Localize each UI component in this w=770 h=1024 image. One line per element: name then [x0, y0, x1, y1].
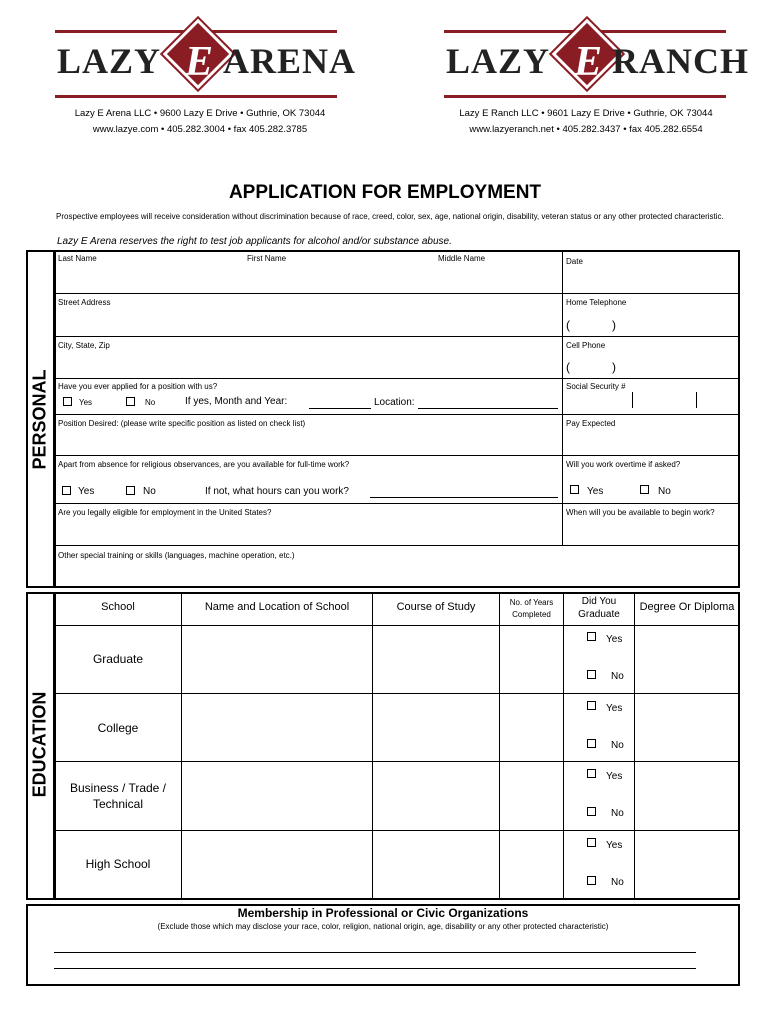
college-no-label: No — [611, 740, 624, 751]
arena-address — [40, 106, 360, 138]
school-graduate: Graduate — [92, 652, 144, 666]
cell-phone-paren-open: ( — [566, 360, 570, 374]
logo-word-lazy: LAZY — [57, 41, 162, 81]
header-course-of-study: Course of Study — [396, 601, 476, 613]
education-table — [54, 592, 740, 900]
fulltime-yes-checkbox[interactable] — [62, 486, 71, 495]
special-training-label: Other special training or skills (languages, machine operation, etc.) — [58, 551, 295, 560]
business-no-checkbox[interactable] — [587, 807, 596, 816]
fulltime-yes-label: Yes — [78, 486, 95, 497]
home-telephone-label: Home Telephone — [566, 298, 627, 307]
ranch-address-line2: www.lazyeranch.net • 405.282.3437 • fax 405.282.6554 — [469, 124, 703, 135]
middle-name-label: Middle Name — [438, 254, 486, 263]
highschool-no-label: No — [611, 877, 624, 888]
logo-word-ranch: RANCH — [612, 41, 749, 81]
business-yes-checkbox[interactable] — [587, 769, 596, 778]
membership-note: (Exclude those which may disclose your race, color, religion, national origin, age, disability or any other protected characteristic) — [157, 922, 609, 931]
overtime-question-label: Will you work overtime if asked? — [566, 460, 681, 469]
home-phone-paren-open: ( — [566, 318, 570, 332]
business-yes-label: Yes — [606, 771, 623, 782]
last-name-label: Last Name — [58, 254, 97, 263]
overtime-yes-label: Yes — [587, 486, 604, 497]
school-business-trade: Business / Trade / — [69, 781, 167, 795]
logo-word-arena: ARENA — [223, 41, 357, 81]
month-year-field[interactable] — [309, 408, 371, 409]
header-graduate-line1: Did You — [581, 596, 617, 607]
college-yes-label: Yes — [606, 703, 623, 714]
ssn-label: Social Security # — [566, 382, 626, 391]
personal-side-label: PERSONAL — [29, 369, 50, 470]
home-telephone-field[interactable] — [620, 316, 736, 334]
cell-phone-field[interactable] — [620, 358, 736, 376]
location-label: Location: — [374, 397, 415, 408]
applied-before-label: Have you ever applied for a position with us? — [58, 382, 218, 391]
highschool-yes-checkbox[interactable] — [587, 838, 596, 847]
substance-test-notice: Lazy E Arena reserves the right to test job applicants for alcohol and/or substance abuse. — [57, 236, 452, 247]
membership-line-2[interactable] — [54, 968, 696, 969]
overtime-yes-checkbox[interactable] — [570, 485, 579, 494]
arena-address-line2: www.lazye.com • 405.282.3004 • fax 405.282.3785 — [92, 124, 308, 135]
fulltime-question-label: Apart from absence for religious observances, are you available for full-time work? — [58, 460, 350, 469]
applied-yes-checkbox[interactable] — [63, 397, 72, 406]
street-address-field[interactable] — [56, 310, 560, 335]
logo-e: E — [574, 39, 603, 85]
school-college: College — [97, 721, 139, 735]
pay-expected-field[interactable] — [564, 431, 738, 454]
business-no-label: No — [611, 808, 624, 819]
first-name-field[interactable] — [246, 266, 426, 292]
ranch-address-line1: Lazy E Ranch LLC • 9601 Lazy E Drive • Guthrie, OK 73044 — [459, 108, 713, 119]
logo-e: E — [185, 39, 214, 85]
discrimination-notice: Prospective employees will receive consideration without discrimination because of race, creed, color, sex, age, national origin, disability, veteran status or any other protected characteristic. — [56, 212, 724, 221]
legally-eligible-field[interactable] — [56, 520, 560, 544]
graduate-no-label: No — [611, 671, 624, 682]
graduate-yes-checkbox[interactable] — [587, 632, 596, 641]
first-name-label: First Name — [247, 254, 287, 263]
arena-address-line1: Lazy E Arena LLC • 9600 Lazy E Drive • Guthrie, OK 73044 — [74, 108, 326, 119]
ssn-field[interactable] — [564, 392, 738, 412]
hours-field[interactable] — [370, 497, 558, 498]
position-desired-field[interactable] — [56, 431, 560, 454]
college-no-checkbox[interactable] — [587, 739, 596, 748]
overtime-no-checkbox[interactable] — [640, 485, 649, 494]
position-desired-label: Position Desired: (please write specific position as listed on check list) — [58, 419, 306, 428]
city-state-zip-label: City, State, Zip — [58, 341, 110, 350]
highschool-no-checkbox[interactable] — [587, 876, 596, 885]
date-field[interactable] — [564, 268, 738, 292]
education-side-label: EDUCATION — [29, 691, 50, 798]
college-yes-checkbox[interactable] — [587, 701, 596, 710]
ranch-address — [426, 106, 746, 138]
logo-word-lazy: LAZY — [446, 41, 551, 81]
special-training-field[interactable] — [56, 563, 738, 586]
last-name-field[interactable] — [56, 266, 236, 292]
membership-title: Membership in Professional or Civic Organizations — [237, 906, 529, 920]
school-high-school: High School — [85, 857, 151, 871]
middle-name-field[interactable] — [436, 266, 560, 292]
school-technical: Technical — [92, 797, 144, 811]
highschool-yes-label: Yes — [606, 840, 623, 851]
available-date-label: When will you be available to begin work? — [566, 508, 715, 517]
applied-no-checkbox[interactable] — [126, 397, 135, 406]
graduate-yes-label: Yes — [606, 634, 623, 645]
header-years-line1: No. of Years — [509, 598, 554, 607]
fulltime-no-checkbox[interactable] — [126, 486, 135, 495]
membership-line-1[interactable] — [54, 952, 696, 953]
pay-expected-label: Pay Expected — [566, 419, 616, 428]
legally-eligible-label: Are you legally eligible for employment in the United States? — [58, 508, 272, 517]
lazy-e-arena-logo — [55, 28, 357, 94]
street-address-label: Street Address — [58, 298, 111, 307]
header-years-line2: Completed — [512, 610, 551, 619]
city-state-zip-field[interactable] — [56, 352, 560, 377]
cell-phone-label: Cell Phone — [566, 341, 606, 350]
applied-no-label: No — [145, 398, 156, 407]
header-school: School — [101, 601, 135, 613]
graduate-no-checkbox[interactable] — [587, 670, 596, 679]
fulltime-no-label: No — [143, 486, 156, 497]
location-field[interactable] — [418, 408, 558, 409]
overtime-no-label: No — [658, 486, 671, 497]
if-yes-month-year-label: If yes, Month and Year: — [185, 396, 288, 407]
cell-phone-paren-close: ) — [612, 360, 616, 374]
if-not-hours-label: If not, what hours can you work? — [205, 486, 349, 497]
applied-yes-label: Yes — [79, 398, 93, 407]
header-degree: Degree Or Diploma — [639, 601, 735, 613]
lazy-e-ranch-logo — [444, 28, 749, 94]
date-label: Date — [566, 257, 583, 266]
home-phone-paren-close: ) — [612, 318, 616, 332]
header-name-location: Name and Location of School — [204, 601, 350, 613]
available-date-field[interactable] — [564, 520, 738, 544]
header-graduate-line2: Graduate — [578, 609, 620, 620]
page-title: APPLICATION FOR EMPLOYMENT — [228, 182, 542, 203]
